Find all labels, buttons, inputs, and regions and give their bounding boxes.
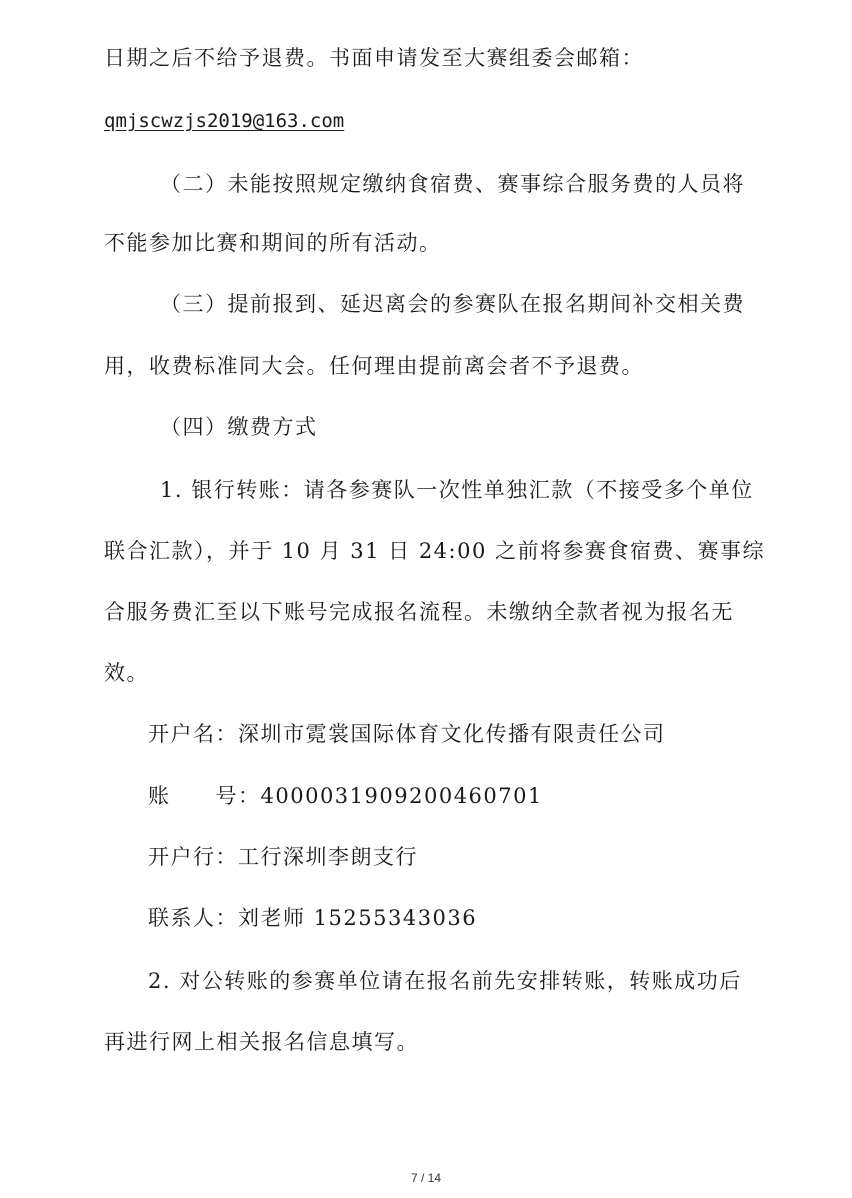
paragraph-line-4: （三）提前报到、延迟离会的参赛队在报名期间补交相关费 <box>160 292 745 316</box>
paragraph-line-10: 效。 <box>104 661 149 685</box>
paragraph-line-7: 1. 银行转账：请各参赛队一次性单独汇款（不接受多个单位 <box>160 478 754 502</box>
email-link[interactable]: qmjscwzjs2019@163.com <box>104 110 345 132</box>
paragraph-line-5: 用，收费标准同大会。任何理由提前离会者不予退费。 <box>104 354 644 378</box>
page-number: 7 / 14 <box>410 1171 442 1185</box>
paragraph-line-3: 不能参加比赛和期间的所有活动。 <box>104 231 442 255</box>
bank-line: 开户行：工行深圳李朗支行 <box>148 845 418 869</box>
paragraph-line-1: 日期之后不给予退费。书面申请发至大赛组委会邮箱： <box>104 46 644 70</box>
account-number-line: 账 号：4000031909200460701 <box>148 784 543 808</box>
paragraph-line-8: 联合汇款），并于 10 月 31 日 24:00 之前将参赛食宿费、赛事综 <box>104 539 766 563</box>
paragraph-line-15: 2. 对公转账的参赛单位请在报名前先安排转账，转账成功后 <box>148 969 742 993</box>
paragraph-line-9: 合服务费汇至以下账号完成报名流程。未缴纳全款者视为报名无 <box>104 600 734 624</box>
contact-line: 联系人：刘老师 15255343036 <box>148 906 478 930</box>
paragraph-line-2: （二）未能按照规定缴纳食宿费、赛事综合服务费的人员将 <box>160 172 745 196</box>
section-heading-payment: （四）缴费方式 <box>160 415 318 439</box>
paragraph-line-16: 再进行网上相关报名信息填写。 <box>104 1030 419 1054</box>
account-name-line: 开户名：深圳市霓裳国际体育文化传播有限责任公司 <box>148 722 666 746</box>
